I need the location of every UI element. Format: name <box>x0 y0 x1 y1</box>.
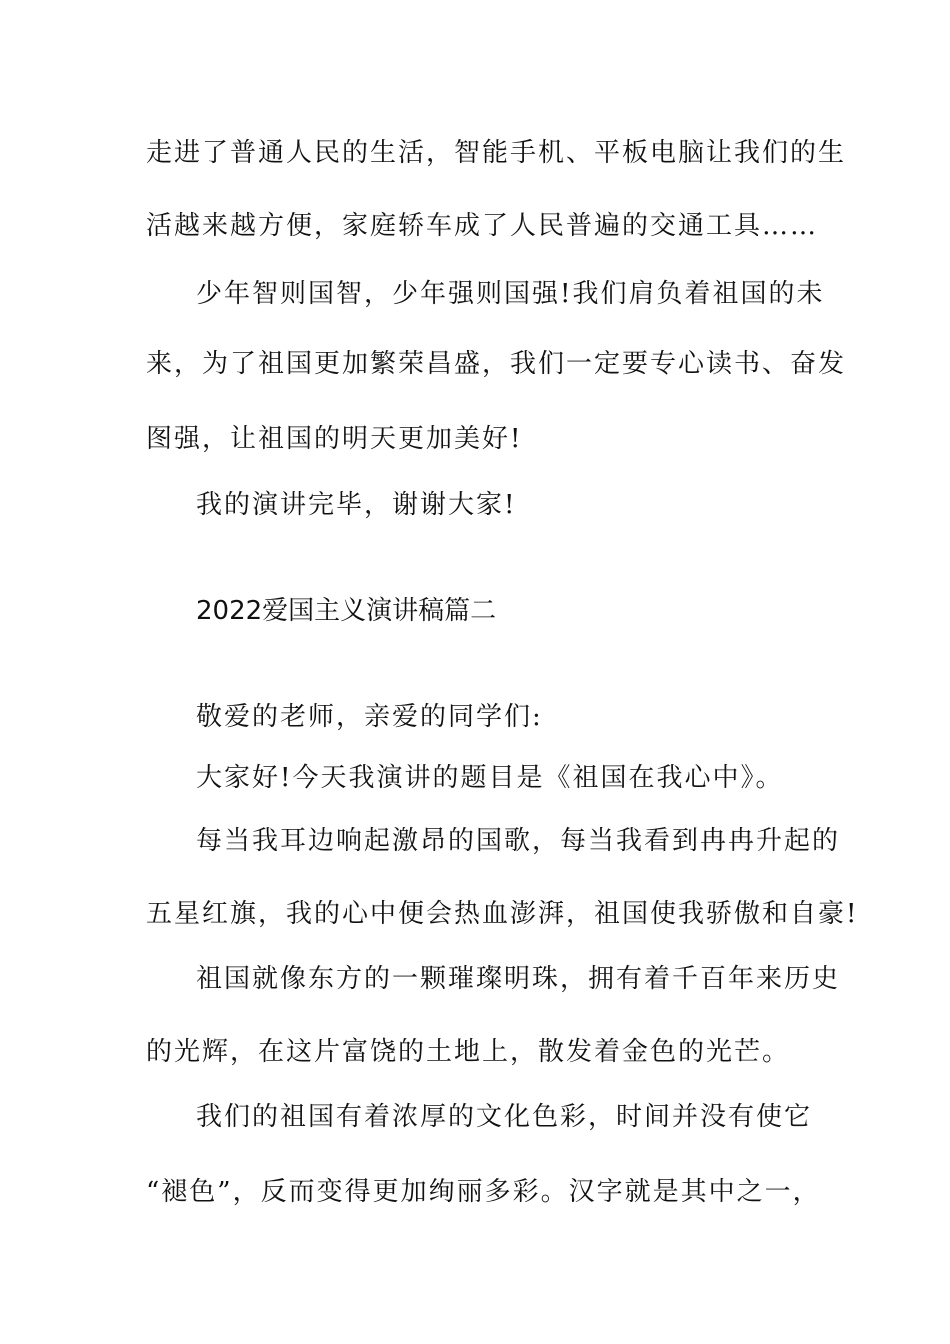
section-heading: 2022爱国主义演讲稿篇二 <box>196 596 497 626</box>
paragraph-line: 五星红旗，我的心中便会热血澎湃，祖国使我骄傲和自豪! <box>146 899 859 929</box>
paragraph-line: 大家好!今天我演讲的题目是《祖国在我心中》。 <box>196 763 784 793</box>
paragraph-line: 走进了普通人民的生活，智能手机、平板电脑让我们的生 <box>146 138 847 168</box>
paragraph-line: 祖国就像东方的一颗璀璨明珠，拥有着千百年来历史 <box>196 964 841 994</box>
paragraph-line: 少年智则国智，少年强则国强!我们肩负着祖国的未 <box>196 279 825 309</box>
paragraph-line: 来，为了祖国更加繁荣昌盛，我们一定要专心读书、奋发 <box>146 349 847 379</box>
paragraph-line: 我们的祖国有着浓厚的文化色彩，时间并没有使它 <box>196 1102 813 1132</box>
paragraph-line: 的光辉，在这片富饶的土地上，散发着金色的光芒。 <box>146 1037 791 1067</box>
paragraph-line: “褪色”，反而变得更加绚丽多彩。汉字就是其中之一， <box>146 1177 821 1207</box>
salutation-line: 敬爱的老师，亲爱的同学们: <box>196 702 543 732</box>
paragraph-line: 活越来越方便，家庭轿车成了人民普遍的交通工具…… <box>146 211 819 241</box>
paragraph-line: 图强，让祖国的明天更加美好! <box>146 424 523 454</box>
paragraph-line: 我的演讲完毕，谢谢大家! <box>196 490 517 520</box>
paragraph-line: 每当我耳边响起激昂的国歌，每当我看到冉冉升起的 <box>196 826 841 856</box>
